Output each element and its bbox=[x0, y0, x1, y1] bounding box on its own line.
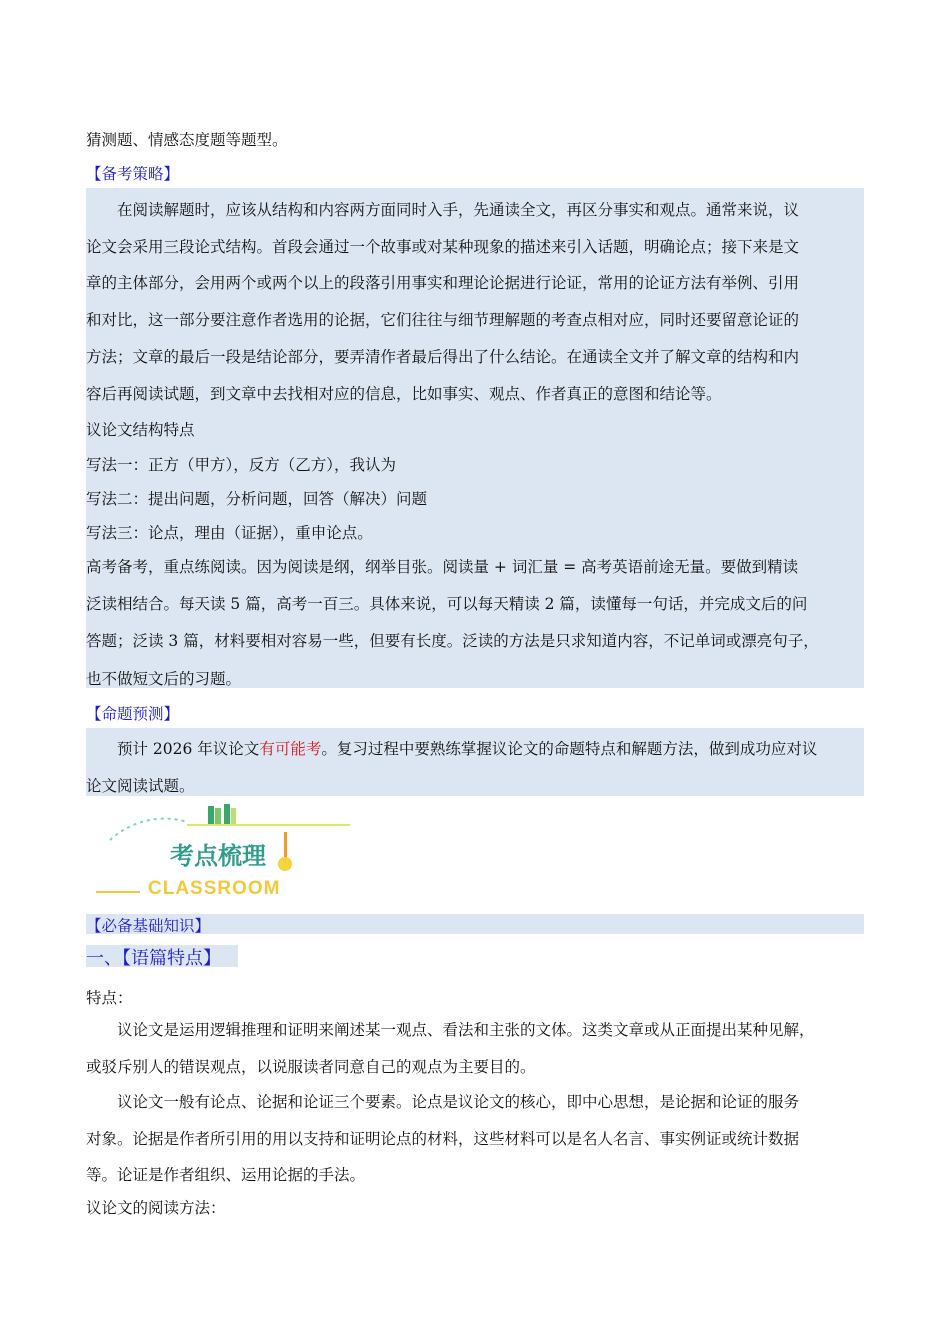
logo-title: 考点梳理 bbox=[170, 842, 266, 870]
structure-title: 议论文结构特点 bbox=[86, 421, 195, 439]
section-strategy-heading: 【备考策略】 bbox=[86, 165, 180, 183]
strategy-line: 方法；文章的最后一段是结论部分，要弄清作者最后得出了什么结论。在通读全文并了解文章的结构和内 bbox=[86, 348, 800, 366]
strategy-line: 在阅读解题时，应该从结构和内容两方面同时入手，先通读全文，再区分事实和观点。通常来说，议 bbox=[117, 201, 800, 219]
strategy-line: 容后再阅读试题，到文章中去找相对应的信息，比如事实、观点、作者真正的意图和结论等。 bbox=[86, 385, 722, 403]
predict-text: 。复习过程中要熟练掌握议论文的命题特点和解题方法，做到成功应对议 bbox=[321, 740, 818, 758]
method-line: 写法三：论点，理由（证据），重申论点。 bbox=[86, 524, 373, 542]
logo-subtitle: CLASSROOM bbox=[148, 878, 281, 899]
predict-line bbox=[86, 737, 817, 759]
para2-line: 对象。论据是作者所引用的用以支持和证明论点的材料，这些材料可以是名人名言、事实例证或统计数据 bbox=[86, 1130, 800, 1148]
reading-method-label: 议论文的阅读方法： bbox=[86, 1199, 226, 1217]
strategy-line: 章的主体部分，会用两个或两个以上的段落引用事实和理论论据进行论证，常用的论证方法有举例、引用 bbox=[86, 274, 800, 292]
para1-line: 议论文是运用逻辑推理和证明来阐述某一观点、看法和主张的文体。这类文章或从正面提出某种见解， bbox=[117, 1021, 815, 1039]
strategy-line: 和对比，这一部分要注意作者选用的论据，它们往往与细节理解题的考查点相对应，同时还要留意论证的 bbox=[86, 311, 800, 329]
logo-underline bbox=[96, 891, 140, 893]
features-label: 特点： bbox=[86, 989, 133, 1007]
reading-line: 也不做短文后的习题。 bbox=[86, 670, 242, 688]
predict-line: 论文阅读试题。 bbox=[86, 777, 195, 795]
logo-accent-dot bbox=[278, 857, 292, 871]
reading-line: 答题；泛读 3 篇，材料要相对容易一些，但要有长度。泛读的方法是只求知道内容，不记单词或漂亮句子， bbox=[86, 632, 819, 650]
section-basic-heading: 【必备基础知识】 bbox=[86, 917, 211, 935]
para1-line: 或驳斥别人的错误观点，以说服读者同意自己的观点为主要目的。 bbox=[86, 1058, 536, 1076]
classroom-logo bbox=[92, 800, 354, 904]
method-line: 写法二：提出问题，分析问题，回答（解决）问题 bbox=[86, 490, 428, 508]
para2-line: 等。论证是作者组织、运用论据的手法。 bbox=[86, 1166, 366, 1184]
predict-highlight: 有可能考 bbox=[259, 740, 322, 758]
section-predict-heading: 【命题预测】 bbox=[86, 705, 180, 723]
reading-line: 高考备考，重点练阅读。因为阅读是纲，纲举目张。阅读量 + 词汇量 = 高考英语前途无量。要做到精读 bbox=[86, 558, 799, 576]
predict-text: 预计 2026 年议论文 bbox=[117, 740, 260, 758]
heading-one: 一、【语篇特点】 bbox=[86, 948, 221, 969]
reading-line: 泛读相结合。每天读 5 篇，高考一百三。具体来说，可以每天精读 2 篇，读懂每一句话，并完成文后的问 bbox=[86, 595, 808, 613]
strategy-line: 论文会采用三段论式结构。首段会通过一个故事或对某种现象的描述来引入话题，明确论点；接下来是文 bbox=[86, 238, 800, 256]
method-line: 写法一：正方（甲方），反方（乙方），我认为 bbox=[86, 456, 397, 474]
top-line: 猜测题、情感态度题等题型。 bbox=[86, 131, 288, 149]
para2-line: 议论文一般有论点、论据和论证三个要素。论点是议论文的核心，即中心思想，是论据和论证的服务 bbox=[117, 1093, 800, 1111]
